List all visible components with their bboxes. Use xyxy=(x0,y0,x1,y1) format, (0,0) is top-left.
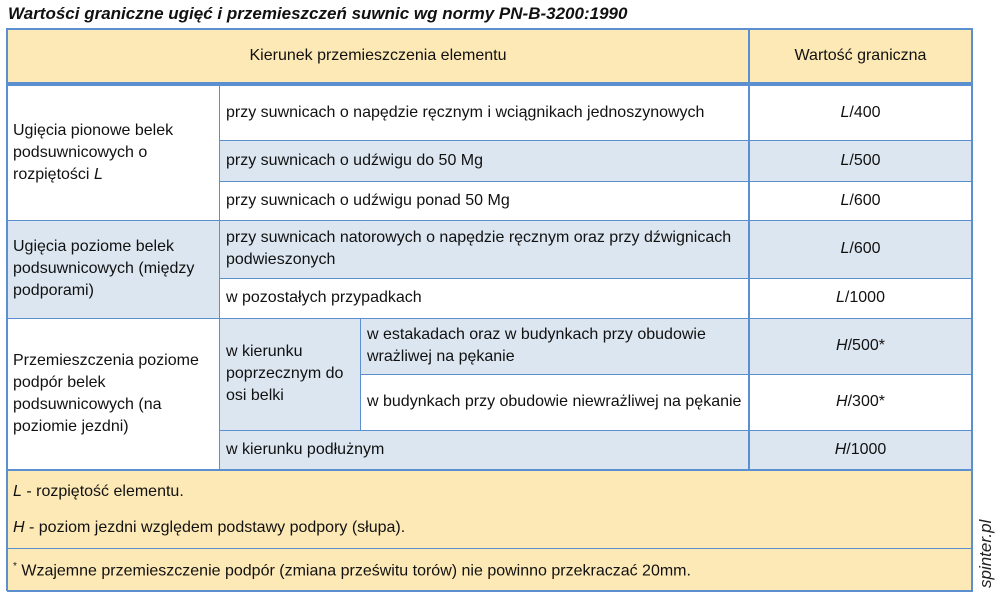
row-divider xyxy=(220,140,972,141)
row-over-50mg: przy suwnicach o udźwigu ponad 50 Mg xyxy=(220,181,749,220)
row-divider xyxy=(220,181,972,182)
value-insensitive-cladding: H/300* xyxy=(749,374,972,430)
footnote: * Wzajemne przemieszczenie podpór (zmiana prześwitu torów) nie powinno przekraczać 20mm. xyxy=(7,548,972,591)
group-label-displacement: Przemieszczenia poziome podpór belek podsuwnicowych (na poziomie jezdni) xyxy=(7,318,220,470)
limit-column-divider xyxy=(748,28,750,470)
outer-border-top xyxy=(7,28,973,30)
group-label-horizontal: Ugięcia poziome belek podsuwnicowych (między podporami) xyxy=(7,220,220,318)
row-rail-cranes: przy suwnicach natorowych o napędzie ręcznym oraz przy dźwignicach podwieszonych xyxy=(220,220,749,278)
header-divider xyxy=(7,82,973,86)
group-divider xyxy=(7,220,972,221)
value-rail-cranes: L/600 xyxy=(749,220,972,278)
row-manual-cranes: przy suwnicach o napędzie ręcznym i wciągnikach jednoszynowych xyxy=(220,86,749,140)
group-label-vertical: Ugięcia pionowe belek podsuwnicowych o rozpiętości L xyxy=(7,86,220,220)
group-divider xyxy=(7,318,972,319)
row-sensitive-cladding: w estakadach oraz w budynkach przy obudowie wrażliwej na pękanie xyxy=(361,318,749,374)
outer-border-right xyxy=(971,28,973,591)
outer-border-bottom xyxy=(7,590,973,592)
header-direction: Kierunek przemieszczenia elementu xyxy=(7,28,749,83)
value-manual-cranes: L/400 xyxy=(749,86,972,140)
row-longitudinal: w kierunku podłużnym xyxy=(220,430,749,470)
row-other-cases: w pozostałych przypadkach xyxy=(220,278,749,318)
row-divider xyxy=(361,374,972,375)
value-sensitive-cladding: H/500* xyxy=(749,318,972,374)
value-longitudinal: H/1000 xyxy=(749,430,972,470)
outer-border-left xyxy=(6,28,8,591)
row-divider xyxy=(220,430,972,431)
value-over-50mg: L/600 xyxy=(749,181,972,220)
table-title: Wartości graniczne ugięć i przemieszczeń suwnic wg normy PN-B-3200:1990 xyxy=(8,4,628,23)
watermark: spinter.pl xyxy=(976,519,995,588)
legend-divider xyxy=(7,469,972,471)
legend-l: L - rozpiętość elementu. xyxy=(13,483,184,500)
legend-h: H - poziom jezdni względem podstawy podpory (słupa). xyxy=(13,519,406,536)
row-divider xyxy=(220,278,972,279)
footnote-divider xyxy=(7,548,972,549)
sub-label-transverse: w kierunku poprzecznym do osi belki xyxy=(220,318,361,430)
row-insensitive-cladding: w budynkach przy obudowie niewrażliwej na pękanie xyxy=(361,374,749,430)
value-up-to-50mg: L/500 xyxy=(749,140,972,181)
row-up-to-50mg: przy suwnicach o udźwigu do 50 Mg xyxy=(220,140,749,181)
header-limit: Wartość graniczna xyxy=(749,28,972,83)
value-other-cases: L/1000 xyxy=(749,278,972,318)
